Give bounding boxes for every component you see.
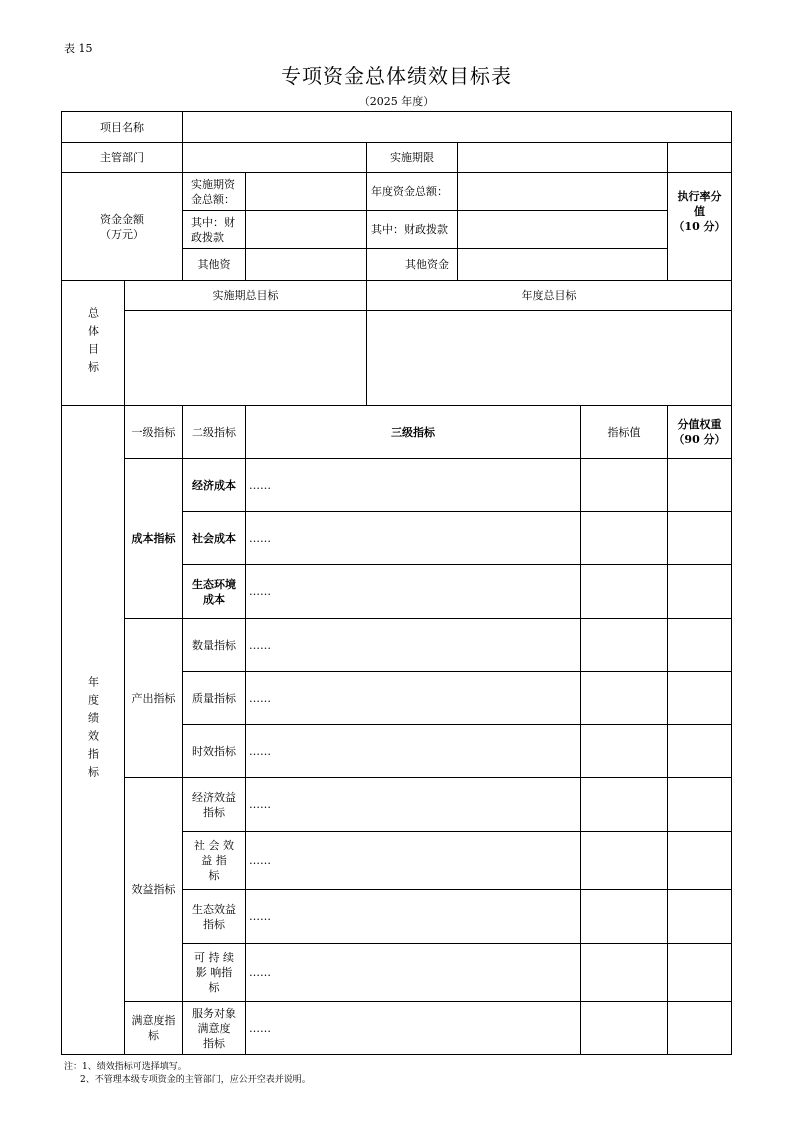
note-1: 注：1、绩效指标可选择填写。 (64, 1062, 187, 1072)
indicator-value-field[interactable] (581, 944, 667, 1001)
weight-field[interactable] (668, 890, 731, 943)
label-annual-indicators: 年度绩效指标 (86, 676, 100, 784)
grid-line (124, 1054, 183, 1055)
level3-indicator[interactable]: …… (249, 910, 271, 923)
level2-indicator: 生态效益 指标 (192, 902, 236, 931)
label-department: 主管部门 (100, 151, 144, 164)
weight-field[interactable] (668, 1002, 731, 1054)
fiscal-right-field[interactable] (458, 211, 667, 248)
label-period-goal: 实施期总目标 (212, 289, 279, 302)
weight-field[interactable] (668, 944, 731, 1001)
weight-field[interactable] (668, 619, 731, 671)
period-goal-field[interactable] (125, 311, 366, 405)
indicator-value-field[interactable] (581, 672, 667, 724)
level3-indicator[interactable]: …… (249, 691, 271, 705)
level2-indicator: 可 持 续 影 响指 标 (194, 951, 234, 994)
label-level2: 二级指标 (192, 425, 236, 439)
label-indicator-value: 指标值 (607, 425, 641, 439)
project-name-field[interactable] (183, 112, 731, 142)
weight-field[interactable] (668, 459, 731, 511)
label-weight: 分值权重 （90 分） (673, 418, 726, 446)
label-fiscal-left: 其中：财 政拨款 (191, 215, 235, 244)
label-annual-goal: 年度总目标 (521, 289, 577, 302)
grid-line (182, 1054, 732, 1055)
level3-indicator[interactable]: …… (249, 638, 271, 652)
indicator-value-field[interactable] (581, 565, 667, 618)
level2-indicator: 生态环境 成本 (192, 577, 236, 606)
fiscal-left-field[interactable] (246, 211, 366, 248)
annual-goal-field[interactable] (367, 311, 731, 405)
level3-indicator[interactable]: …… (249, 478, 271, 492)
grid-line (731, 111, 732, 1055)
indicator-value-field[interactable] (581, 778, 667, 831)
indicator-value-field[interactable] (581, 725, 667, 777)
weight-field[interactable] (668, 565, 731, 618)
label-overall-goal: 总体目标 (86, 307, 100, 379)
level1-indicator: 成本指标 (131, 532, 176, 545)
label-annual-total: 年度资金总额： (371, 185, 448, 198)
label-fiscal-right: 其中：财政拨款 (371, 223, 448, 236)
level3-indicator[interactable]: …… (249, 744, 271, 758)
level3-indicator[interactable]: …… (249, 1021, 271, 1035)
weight-field[interactable] (668, 672, 731, 724)
indicator-value-field[interactable] (581, 890, 667, 943)
page-title: 专项资金总体绩效目标表 (281, 64, 512, 88)
level3-indicator[interactable]: …… (249, 531, 271, 545)
level2-indicator: 社会成本 (192, 531, 236, 545)
weight-field[interactable] (668, 512, 731, 564)
fiscal-year: （2025 年度） (358, 95, 435, 108)
footnotes (64, 1061, 311, 1087)
level1-indicator: 产出指标 (131, 691, 176, 705)
weight-field[interactable] (668, 832, 731, 889)
period-total-field[interactable] (246, 173, 366, 210)
level3-indicator[interactable]: …… (249, 798, 271, 811)
level3-indicator[interactable]: …… (249, 854, 271, 867)
level2-indicator: 数量指标 (192, 638, 236, 652)
indicator-value-field[interactable] (581, 512, 667, 564)
level3-indicator[interactable]: …… (249, 966, 271, 979)
department-field[interactable] (183, 143, 366, 172)
level2-indicator: 社 会 效 益 指 标 (194, 839, 234, 882)
level1-indicator: 效益指标 (131, 883, 176, 896)
label-period-total: 实施期资 金总额： (191, 177, 235, 206)
level2-indicator: 质量指标 (192, 691, 236, 705)
level2-indicator: 经济效益 指标 (192, 790, 236, 819)
label-other-right: 其他资金 (405, 258, 449, 271)
table-number: 表 15 (64, 42, 93, 55)
period-field[interactable] (458, 143, 667, 172)
note-2: 2、不管理本级专项资金的主管部门，应公开空表并说明。 (80, 1075, 311, 1085)
other-left-field[interactable] (246, 249, 366, 280)
level3-indicator[interactable]: …… (249, 585, 271, 598)
level2-indicator: 经济成本 (192, 478, 236, 492)
level2-indicator: 服务对象 满意度 指标 (192, 1006, 236, 1050)
other-right-field[interactable] (458, 249, 667, 280)
indicator-value-field[interactable] (581, 832, 667, 889)
annual-total-field[interactable] (458, 173, 667, 210)
label-exec-rate: 执行率分 值 （10 分） (673, 190, 726, 233)
indicator-value-field[interactable] (581, 1002, 667, 1054)
indicator-value-field[interactable] (581, 619, 667, 671)
label-project-name: 项目名称 (100, 120, 144, 134)
label-funds: 资金金额 （万元） (100, 212, 144, 241)
label-period: 实施期限 (390, 151, 434, 164)
label-level1: 一级指标 (131, 425, 176, 439)
indicator-value-field[interactable] (581, 459, 667, 511)
weight-field[interactable] (668, 778, 731, 831)
weight-field[interactable] (668, 725, 731, 777)
level2-indicator: 时效指标 (192, 744, 236, 758)
level1-indicator: 满意度指 标 (131, 1014, 176, 1042)
label-level3: 三级指标 (391, 425, 435, 439)
label-other-left: 其他资 (197, 258, 231, 271)
